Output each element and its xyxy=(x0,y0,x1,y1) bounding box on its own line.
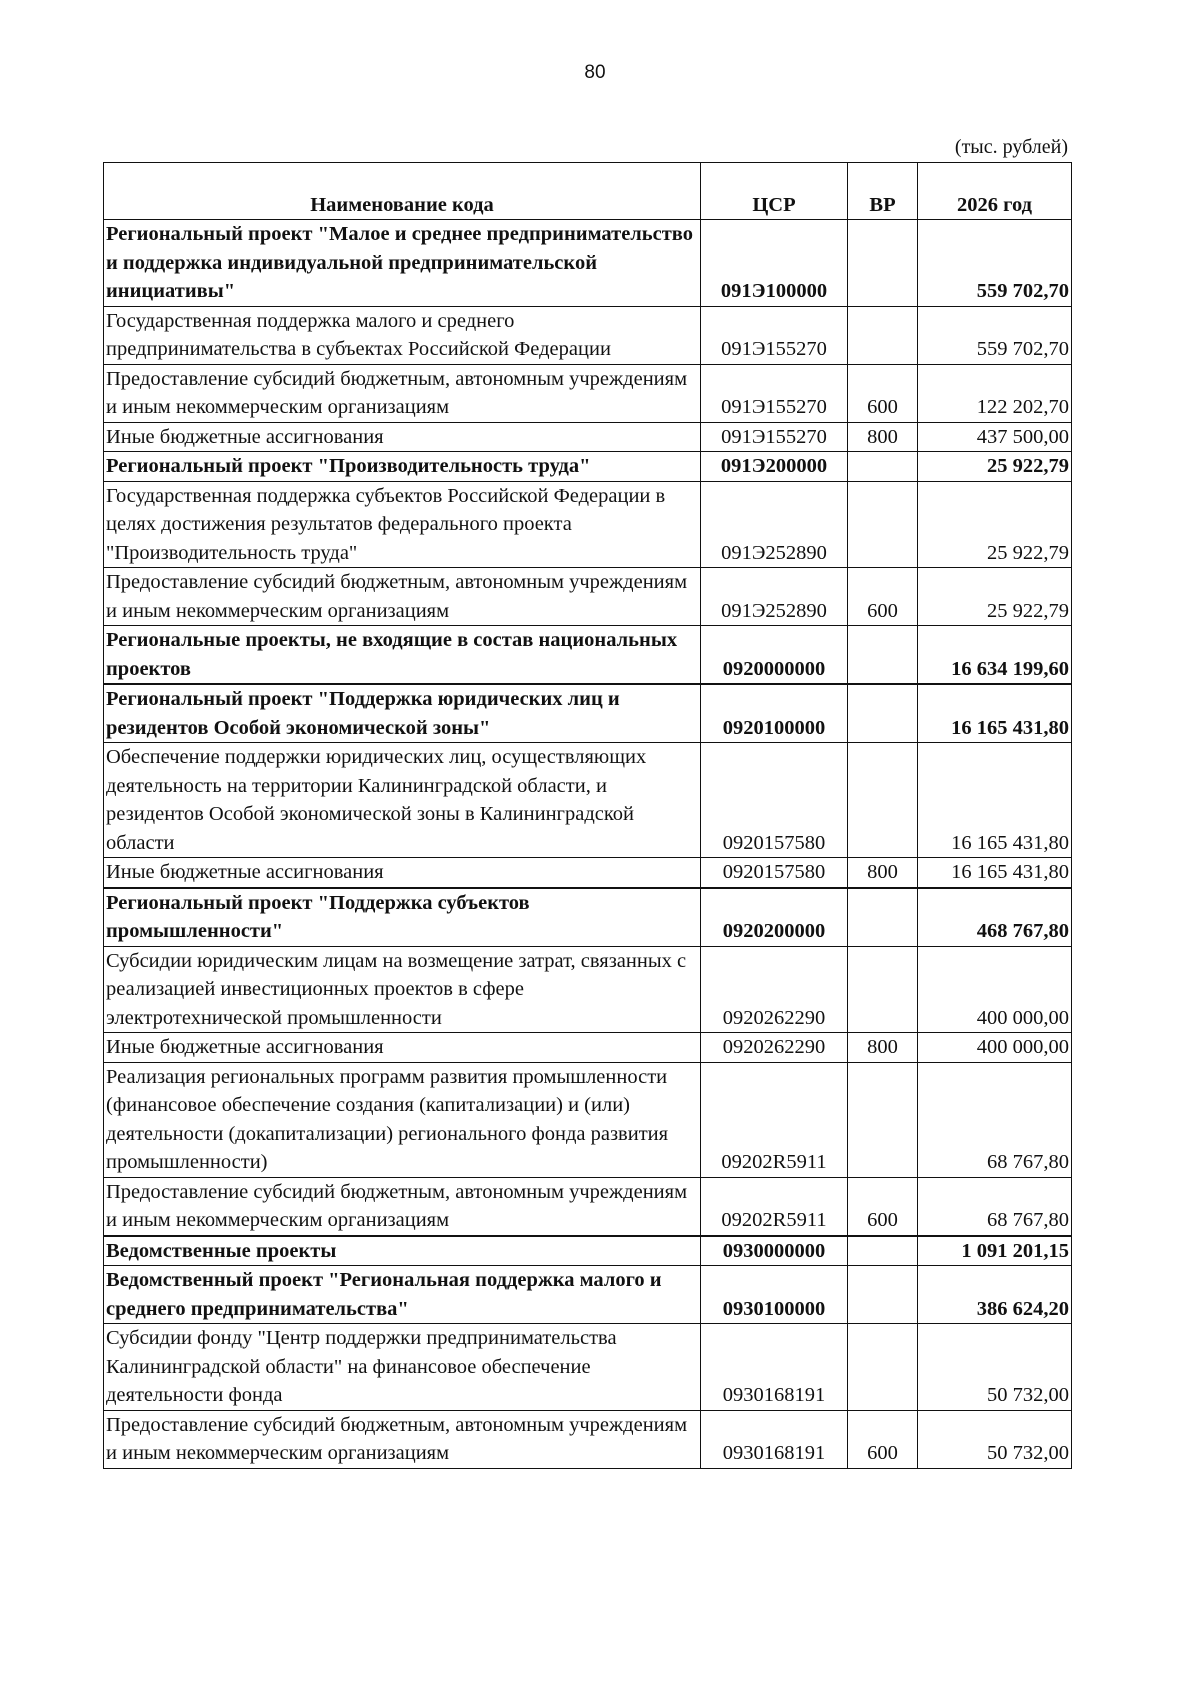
cell-csr: 0930000000 xyxy=(701,1236,848,1266)
cell-name: Предоставление субсидий бюджетным, автономным учреждениям и иным некоммерческим организациям xyxy=(104,568,701,626)
column-header-vr: ВР xyxy=(848,163,918,220)
cell-csr: 091Э155270 xyxy=(701,364,848,422)
table-row xyxy=(104,1236,1072,1266)
table-row xyxy=(104,306,1072,364)
table-row xyxy=(104,568,1072,626)
table-row xyxy=(104,1177,1072,1236)
cell-csr: 0920157580 xyxy=(701,743,848,858)
table-row xyxy=(104,364,1072,422)
cell-vr xyxy=(848,1324,918,1411)
table-row xyxy=(104,1062,1072,1177)
cell-csr: 09202R5911 xyxy=(701,1062,848,1177)
cell-amount: 25 922,79 xyxy=(918,568,1072,626)
cell-vr xyxy=(848,1266,918,1324)
cell-csr: 0930168191 xyxy=(701,1410,848,1468)
cell-name: Ведомственный проект "Региональная поддержка малого и среднего предпринимательства" xyxy=(104,1266,701,1324)
cell-name: Региональный проект "Поддержка юридических лиц и резидентов Особой экономической зоны" xyxy=(104,684,701,743)
cell-name: Предоставление субсидий бюджетным, автономным учреждениям и иным некоммерческим организациям xyxy=(104,364,701,422)
cell-vr: 600 xyxy=(848,1177,918,1236)
cell-vr xyxy=(848,306,918,364)
column-header-year: 2026 год xyxy=(918,163,1072,220)
cell-amount: 386 624,20 xyxy=(918,1266,1072,1324)
cell-csr: 091Э252890 xyxy=(701,481,848,568)
cell-vr xyxy=(848,220,918,307)
page-number: 80 xyxy=(584,62,606,83)
cell-vr: 600 xyxy=(848,568,918,626)
cell-csr: 091Э100000 xyxy=(701,220,848,307)
cell-csr: 091Э155270 xyxy=(701,306,848,364)
table-row xyxy=(104,1266,1072,1324)
cell-amount: 25 922,79 xyxy=(918,481,1072,568)
cell-csr: 0920000000 xyxy=(701,626,848,685)
cell-name: Субсидии юридическим лицам на возмещение затрат, связанных с реализацией инвестиционных проектов в сфере электротехнической промышленности xyxy=(104,946,701,1033)
cell-csr: 0920262290 xyxy=(701,1033,848,1063)
cell-vr: 800 xyxy=(848,1033,918,1063)
cell-amount: 16 634 199,60 xyxy=(918,626,1072,685)
cell-vr xyxy=(848,626,918,685)
cell-vr xyxy=(848,743,918,858)
cell-vr xyxy=(848,684,918,743)
cell-csr: 091Э155270 xyxy=(701,422,848,452)
cell-name: Обеспечение поддержки юридических лиц, осуществляющих деятельность на территории Калининградской области, и резидентов Особой экономической зоны в Калининградской области xyxy=(104,743,701,858)
cell-vr xyxy=(848,481,918,568)
cell-csr: 091Э200000 xyxy=(701,452,848,482)
cell-name: Иные бюджетные ассигнования xyxy=(104,422,701,452)
column-header-name: Наименование кода xyxy=(104,163,701,220)
cell-name: Государственная поддержка малого и среднего предпринимательства в субъектах Российской Федерации xyxy=(104,306,701,364)
cell-csr: 09202R5911 xyxy=(701,1177,848,1236)
table-row xyxy=(104,946,1072,1033)
cell-name: Реализация региональных программ развития промышленности (финансовое обеспечение создания (капитализации) и (или) деятельности (докапитализации) регионального фонда развития промышленности) xyxy=(104,1062,701,1177)
table-row xyxy=(104,684,1072,743)
table-row xyxy=(104,1324,1072,1411)
cell-amount: 50 732,00 xyxy=(918,1410,1072,1468)
cell-vr xyxy=(848,1236,918,1266)
cell-name: Региональные проекты, не входящие в состав национальных проектов xyxy=(104,626,701,685)
table-row xyxy=(104,1410,1072,1468)
cell-amount: 468 767,80 xyxy=(918,888,1072,947)
cell-vr xyxy=(848,888,918,947)
cell-csr: 0920262290 xyxy=(701,946,848,1033)
cell-amount: 50 732,00 xyxy=(918,1324,1072,1411)
cell-vr: 600 xyxy=(848,364,918,422)
cell-name: Региональный проект "Производительность труда" xyxy=(104,452,701,482)
cell-amount: 437 500,00 xyxy=(918,422,1072,452)
cell-amount: 16 165 431,80 xyxy=(918,684,1072,743)
column-header-csr: ЦСР xyxy=(701,163,848,220)
table-row xyxy=(104,422,1072,452)
cell-vr: 800 xyxy=(848,422,918,452)
unit-label: (тыс. рублей) xyxy=(954,136,1068,158)
cell-name: Иные бюджетные ассигнования xyxy=(104,1033,701,1063)
cell-amount: 25 922,79 xyxy=(918,452,1072,482)
cell-amount: 559 702,70 xyxy=(918,306,1072,364)
cell-vr: 600 xyxy=(848,1410,918,1468)
cell-name: Предоставление субсидий бюджетным, автономным учреждениям и иным некоммерческим организациям xyxy=(104,1410,701,1468)
cell-csr: 0920100000 xyxy=(701,684,848,743)
cell-amount: 122 202,70 xyxy=(918,364,1072,422)
cell-name: Предоставление субсидий бюджетным, автономным учреждениям и иным некоммерческим организациям xyxy=(104,1177,701,1236)
table-row xyxy=(104,220,1072,307)
cell-name: Региональный проект "Малое и среднее предпринимательство и поддержка индивидуальной предпринимательской инициативы" xyxy=(104,220,701,307)
table-row xyxy=(104,626,1072,685)
cell-amount: 68 767,80 xyxy=(918,1062,1072,1177)
table-row xyxy=(104,888,1072,947)
cell-name: Ведомственные проекты xyxy=(104,1236,701,1266)
cell-vr xyxy=(848,1062,918,1177)
table-header-row xyxy=(104,163,1072,220)
cell-name: Субсидии фонду "Центр поддержки предпринимательства Калининградской области" на финансовое обеспечение деятельности фонда xyxy=(104,1324,701,1411)
cell-amount: 559 702,70 xyxy=(918,220,1072,307)
cell-amount: 68 767,80 xyxy=(918,1177,1072,1236)
budget-table xyxy=(103,162,1072,1469)
table-row xyxy=(104,452,1072,482)
cell-csr: 091Э252890 xyxy=(701,568,848,626)
table-row xyxy=(104,481,1072,568)
cell-amount: 16 165 431,80 xyxy=(918,858,1072,888)
cell-name: Региональный проект "Поддержка субъектов промышленности" xyxy=(104,888,701,947)
cell-csr: 0930100000 xyxy=(701,1266,848,1324)
cell-vr: 800 xyxy=(848,858,918,888)
cell-amount: 400 000,00 xyxy=(918,946,1072,1033)
cell-amount: 400 000,00 xyxy=(918,1033,1072,1063)
table-row xyxy=(104,858,1072,888)
cell-amount: 1 091 201,15 xyxy=(918,1236,1072,1266)
cell-vr xyxy=(848,452,918,482)
table-row xyxy=(104,743,1072,858)
cell-vr xyxy=(848,946,918,1033)
cell-name: Государственная поддержка субъектов Российской Федерации в целях достижения результатов федерального проекта "Производительность труда" xyxy=(104,481,701,568)
cell-csr: 0930168191 xyxy=(701,1324,848,1411)
cell-csr: 0920157580 xyxy=(701,858,848,888)
cell-name: Иные бюджетные ассигнования xyxy=(104,858,701,888)
cell-amount: 16 165 431,80 xyxy=(918,743,1072,858)
cell-csr: 0920200000 xyxy=(701,888,848,947)
table-row xyxy=(104,1033,1072,1063)
